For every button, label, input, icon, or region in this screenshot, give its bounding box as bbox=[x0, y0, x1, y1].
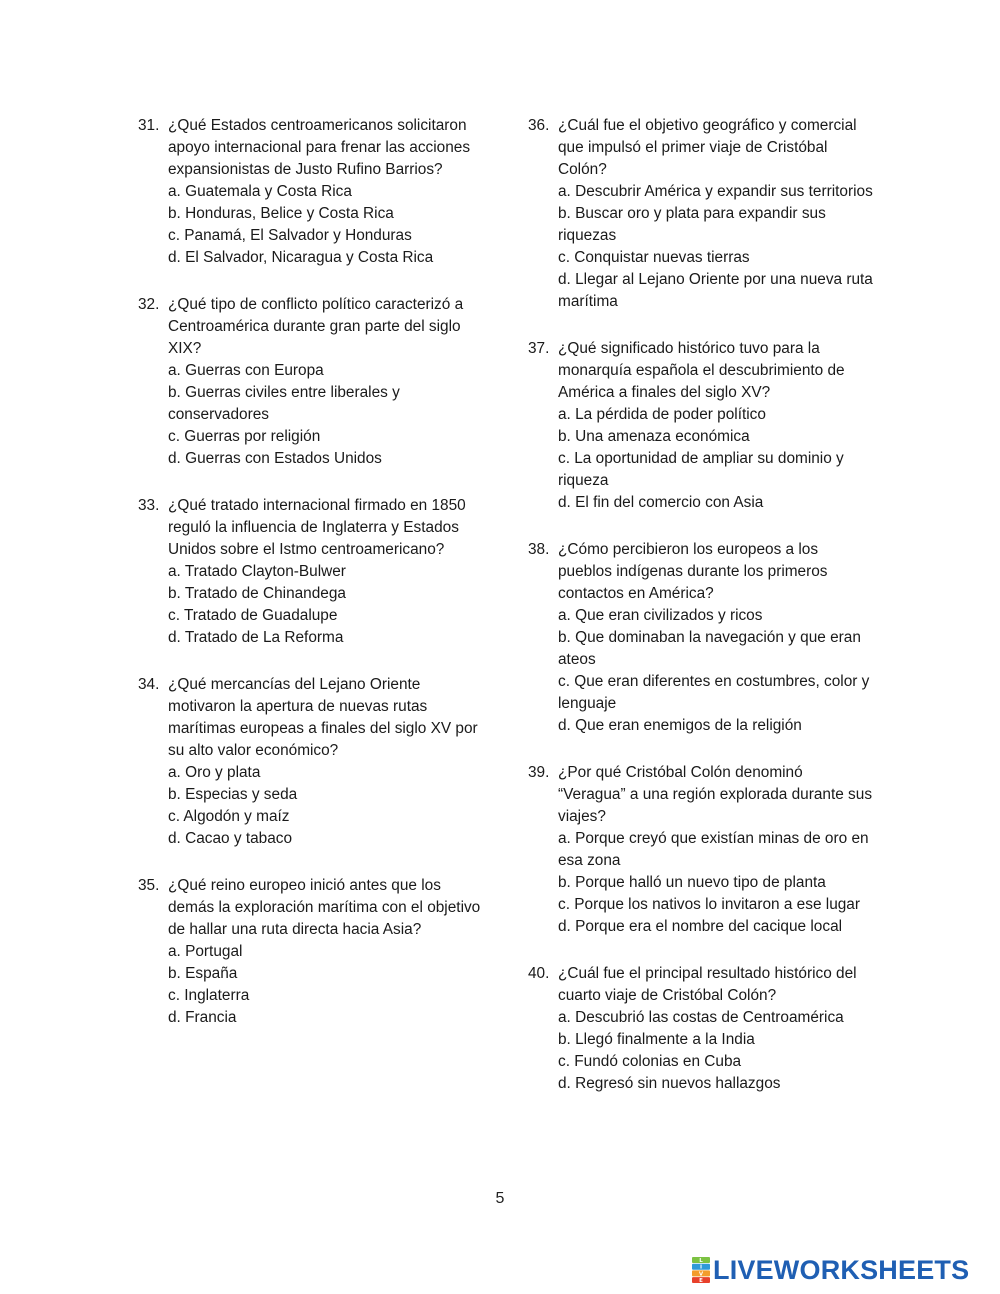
answer-option-b: b. Llegó finalmente a la India bbox=[558, 1031, 755, 1048]
answer-option-d: d. El Salvador, Nicaragua y Costa Rica bbox=[168, 249, 434, 266]
question-text: ¿Qué significado histórico tuvo para la monarquía española el descubrimiento de América a finales del siglo XV? bbox=[558, 340, 845, 401]
question-37 bbox=[528, 338, 873, 514]
answer-option-d: d. Guerras con Estados Unidos bbox=[168, 450, 382, 467]
answer-option-a: a. Descubrió las costas de Centroamérica bbox=[558, 1009, 844, 1026]
answer-option-c: c. Panamá, El Salvador y Honduras bbox=[168, 227, 412, 244]
answer-option-c: c. Guerras por religión bbox=[168, 428, 321, 445]
question-33 bbox=[138, 495, 483, 649]
question-40 bbox=[528, 963, 873, 1095]
answer-option-b: b. Honduras, Belice y Costa Rica bbox=[168, 205, 394, 222]
liveworksheets-brand[interactable] bbox=[692, 1255, 969, 1285]
answer-option-c: c. Fundó colonias en Cuba bbox=[558, 1053, 742, 1070]
question-text: ¿Qué Estados centroamericanos solicitaron apoyo internacional para frenar las acciones expansionistas de Justo Rufino Barrios? bbox=[168, 117, 471, 178]
answer-option-a: a. Oro y plata bbox=[168, 764, 261, 781]
question-31 bbox=[138, 115, 483, 269]
answer-option-d: d. Que eran enemigos de la religión bbox=[558, 717, 802, 734]
answer-option-a: a. Descubrir América y expandir sus territorios bbox=[558, 183, 873, 200]
question-number: 33. bbox=[138, 497, 160, 514]
question-number: 35. bbox=[138, 877, 160, 894]
answer-option-c: c. Porque los nativos lo invitaron a ese lugar bbox=[558, 896, 860, 913]
question-32 bbox=[138, 294, 483, 470]
question-number: 34. bbox=[138, 676, 160, 693]
answer-option-a: a. Portugal bbox=[168, 943, 243, 960]
logo-letter: I bbox=[699, 1264, 703, 1271]
answer-option-d: d. Porque era el nombre del cacique local bbox=[558, 918, 843, 935]
question-number: 37. bbox=[528, 340, 550, 357]
question-text: ¿Qué mercancías del Lejano Oriente motivaron la apertura de nuevas rutas marítimas europeas a finales del siglo XV por su alto valor económico? bbox=[168, 676, 478, 759]
question-text: ¿Qué tipo de conflicto político caracterizó a Centroamérica durante gran parte del siglo XIX? bbox=[168, 296, 464, 357]
answer-option-c: c. Inglaterra bbox=[168, 987, 250, 1004]
question-number: 32. bbox=[138, 296, 160, 313]
question-number: 40. bbox=[528, 965, 550, 982]
question-text: ¿Qué tratado internacional firmado en 1850 reguló la influencia de Inglaterra y Estados Unidos sobre el Istmo centroamericano? bbox=[168, 497, 466, 558]
answer-option-b: b. Guerras civiles entre liberales y conservadores bbox=[168, 384, 400, 423]
question-34 bbox=[138, 674, 483, 850]
answer-option-c: c. Que eran diferentes en costumbres, color y lenguaje bbox=[558, 673, 870, 712]
page-number: 5 bbox=[495, 1190, 505, 1207]
question-number: 31. bbox=[138, 117, 160, 134]
question-38 bbox=[528, 539, 873, 737]
logo-letter: L bbox=[699, 1257, 703, 1264]
question-number: 36. bbox=[528, 117, 550, 134]
liveworksheets-wordmark: LIVEWORKSHEETS bbox=[713, 1254, 970, 1285]
question-text: ¿Cómo percibieron los europeos a los pueblos indígenas durante los primeros contactos en América? bbox=[558, 541, 828, 602]
answer-option-c: c. Tratado de Guadalupe bbox=[168, 607, 338, 624]
answer-option-c: c. Algodón y maíz bbox=[168, 808, 290, 825]
question-text: ¿Por qué Cristóbal Colón denominó “Veragua” a una región explorada durante sus viajes? bbox=[558, 764, 873, 825]
answer-option-b: b. Especias y seda bbox=[168, 786, 298, 803]
answer-option-d: d. Llegar al Lejano Oriente por una nueva ruta marítima bbox=[558, 271, 873, 310]
question-35 bbox=[138, 875, 483, 1029]
question-36 bbox=[528, 115, 873, 313]
answer-option-b: b. Buscar oro y plata para expandir sus riquezas bbox=[558, 205, 826, 244]
liveworksheets-logo-icon bbox=[692, 1257, 710, 1283]
question-number: 38. bbox=[528, 541, 550, 558]
answer-option-a: a. Tratado Clayton-Bulwer bbox=[168, 563, 346, 580]
answer-option-c: c. La oportunidad de ampliar su dominio y riqueza bbox=[558, 450, 844, 489]
answer-option-a: a. La pérdida de poder político bbox=[558, 406, 766, 423]
answer-option-d: d. Cacao y tabaco bbox=[168, 830, 293, 847]
logo-letter: E bbox=[699, 1278, 703, 1283]
answer-option-c: c. Conquistar nuevas tierras bbox=[558, 249, 750, 266]
answer-option-b: b. Tratado de Chinandega bbox=[168, 585, 346, 602]
answer-option-a: a. Porque creyó que existían minas de oro en esa zona bbox=[558, 830, 869, 869]
answer-option-d: d. El fin del comercio con Asia bbox=[558, 494, 764, 511]
answer-option-b: b. España bbox=[168, 965, 238, 982]
answer-option-d: d. Regresó sin nuevos hallazgos bbox=[558, 1075, 781, 1092]
answer-option-b: b. Que dominaban la navegación y que eran ateos bbox=[558, 629, 861, 668]
question-39 bbox=[528, 762, 873, 938]
answer-option-b: b. Una amenaza económica bbox=[558, 428, 750, 445]
right-question-column bbox=[528, 115, 873, 1120]
logo-letter: V bbox=[698, 1271, 704, 1278]
question-number: 39. bbox=[528, 764, 550, 781]
answer-option-d: d. Francia bbox=[168, 1009, 237, 1026]
question-text: ¿Qué reino europeo inició antes que los demás la exploración marítima con el objetivo de hallar una ruta directa hacia Asia? bbox=[168, 877, 481, 938]
answer-option-b: b. Porque halló un nuevo tipo de planta bbox=[558, 874, 826, 891]
answer-option-a: a. Guatemala y Costa Rica bbox=[168, 183, 352, 200]
question-text: ¿Cuál fue el objetivo geográfico y comercial que impulsó el primer viaje de Cristóbal Colón? bbox=[558, 117, 857, 178]
answer-option-d: d. Tratado de La Reforma bbox=[168, 629, 344, 646]
answer-option-a: a. Que eran civilizados y ricos bbox=[558, 607, 763, 624]
question-text: ¿Cuál fue el principal resultado histórico del cuarto viaje de Cristóbal Colón? bbox=[558, 965, 857, 1004]
answer-option-a: a. Guerras con Europa bbox=[168, 362, 324, 379]
left-question-column bbox=[138, 115, 483, 1054]
